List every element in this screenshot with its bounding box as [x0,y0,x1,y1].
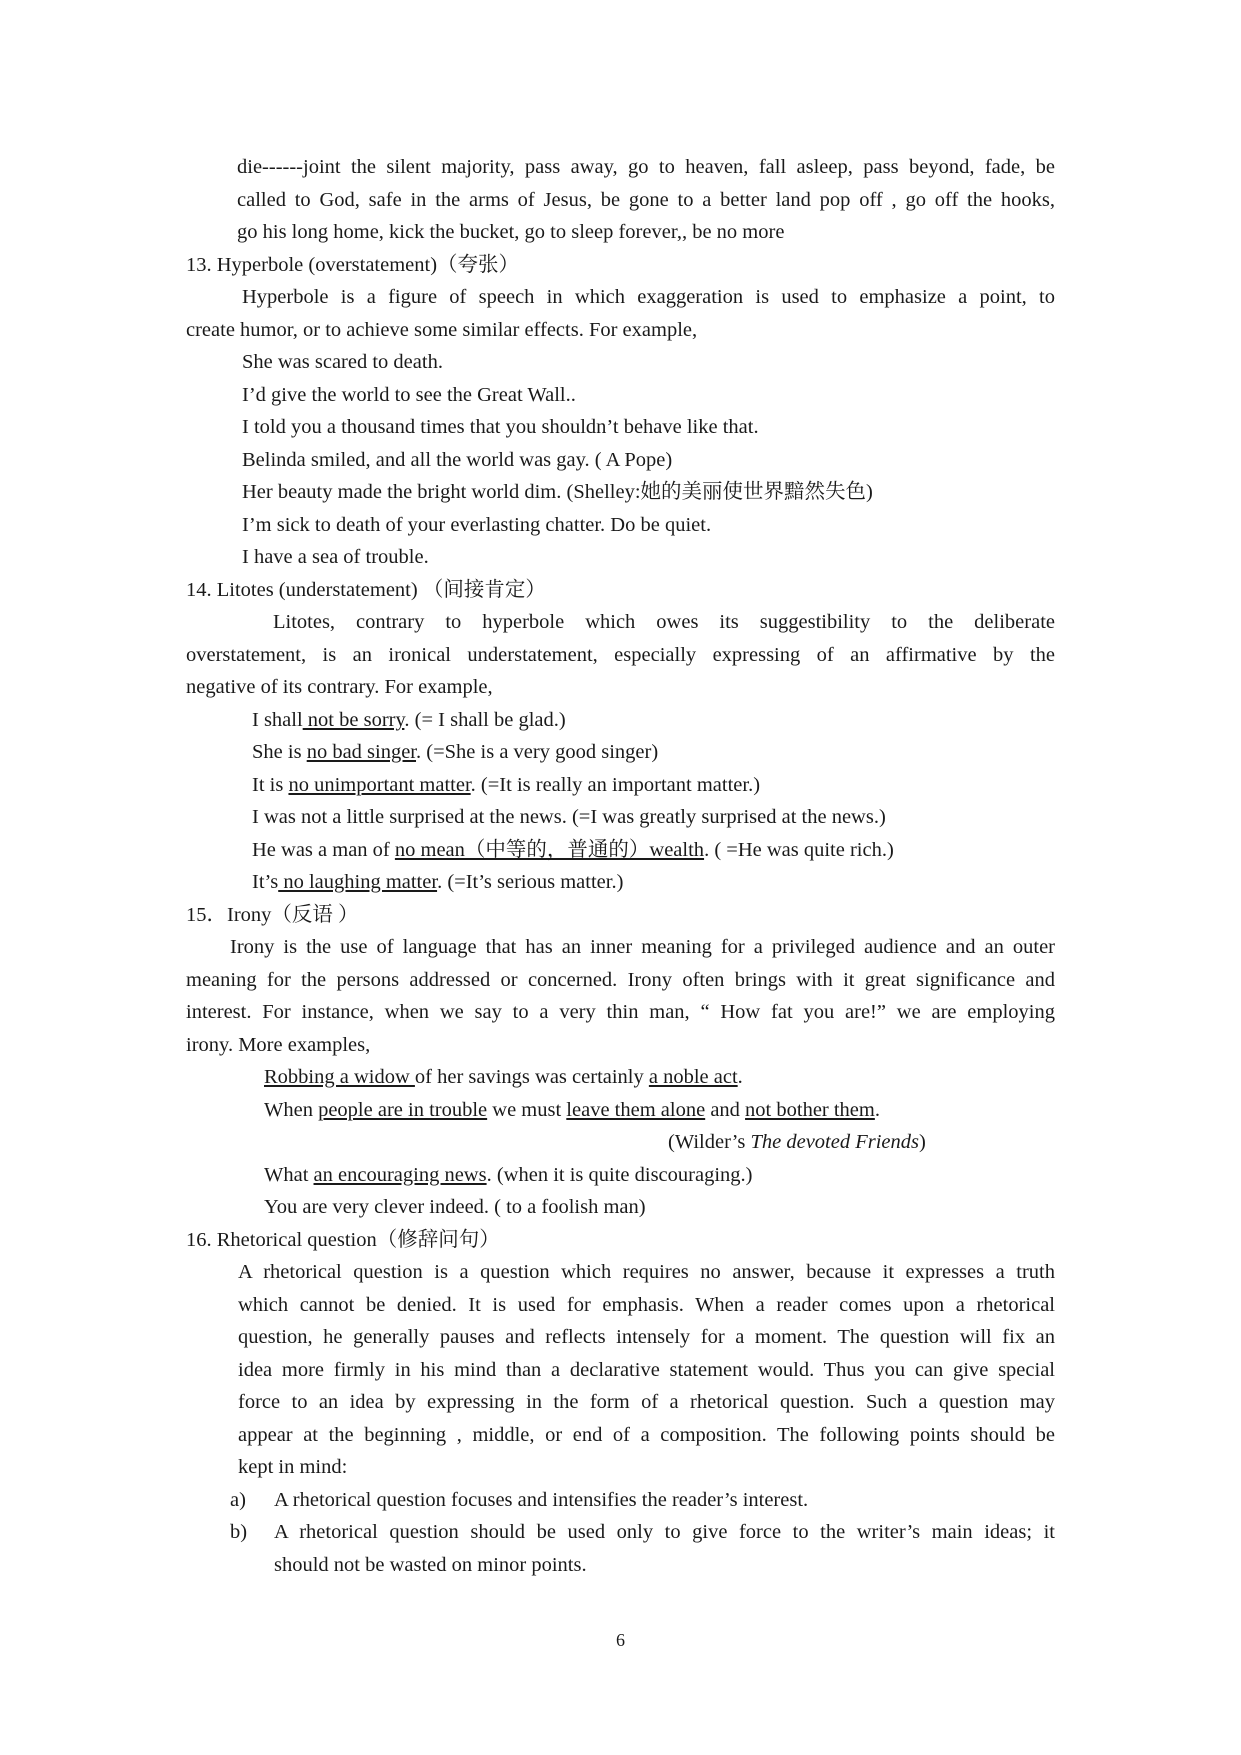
irony-example-3 [264,1161,752,1189]
hyperbole-example-4: Belinda smiled, and all the world was gay. ( A Pope) [242,449,673,471]
list-label-a: a) [230,1489,246,1511]
example-text: . (= I shall be glad.) [404,709,566,731]
underlined-phrase: not be sorry [302,709,405,731]
section-14-heading: 14. Litotes (understatement) （间接肯定） [186,579,546,601]
litotes-para-line-1: Litotes, contrary to hyperbole which owes its suggestibility to the deliberate [273,611,1055,633]
rhetorical-para-line-6: appear at the beginning , middle, or end of a composition. The following points should be [238,1424,1055,1446]
example-text: . [874,1099,880,1121]
example-text: . [737,1066,743,1088]
hyperbole-example-7: I have a sea of trouble. [242,546,429,568]
underlined-phrase: Robbing a widow [264,1066,415,1088]
rhetorical-para-line-7: kept in mind: [238,1456,348,1478]
litotes-para-line-2: overstatement, is an ironical understatement, especially expressing of an affirmative by the [186,644,1055,666]
citation-title: The devoted Friends [750,1131,919,1153]
irony-para-line-2: meaning for the persons addressed or concerned. Irony often brings with it great significance and [186,969,1055,991]
example-text: we must [487,1099,567,1121]
underlined-phrase: no mean（中等的，普通的）wealth [394,839,705,861]
rhetorical-para-line-5: force to an idea by expressing in the form of a rhetorical question. Such a question may [238,1391,1055,1413]
irony-para-line-1: Irony is the use of language that has an inner meaning for a privileged audience and an outer [230,936,1055,958]
litotes-example-5 [252,836,894,864]
example-text: What [264,1164,314,1186]
underlined-phrase: no bad singer [306,741,417,763]
rhetorical-para-line-2: which cannot be denied. It is used for emphasis. When a reader comes upon a rhetorical [238,1294,1055,1316]
litotes-example-6 [252,868,623,896]
hyperbole-example-2: I’d give the world to see the Great Wall.. [242,384,576,406]
example-text: It’s [252,871,279,893]
hyperbole-example-5: Her beauty made the bright world dim. (Shelley:她的美丽使世界黯然失色) [242,481,873,503]
hyperbole-example-1: She was scared to death. [242,351,443,373]
litotes-example-3 [252,771,760,799]
litotes-example-4: I was not a little surprised at the news. (=I was greatly surprised at the news.) [252,806,886,828]
underlined-phrase: not bother them [745,1099,875,1121]
irony-example-1 [264,1063,743,1091]
rhetorical-para-line-4: idea more firmly in his mind than a declarative statement would. Thus you can give special [238,1359,1055,1381]
list-item-b-line-2: should not be wasted on minor points. [274,1554,587,1576]
hyperbole-example-6: I’m sick to death of your everlasting chatter. Do be quiet. [242,514,712,536]
irony-para-line-3: interest. For instance, when we say to a very thin man, “ How fat you are!” we are employing [186,1001,1055,1023]
irony-para-line-4: irony. More examples, [186,1034,371,1056]
underlined-phrase: no unimportant matter [288,774,471,796]
rhetorical-para-line-3: question, he generally pauses and reflects intensely for a moment. The question will fix an [238,1326,1055,1348]
underlined-phrase: people are in trouble [318,1099,488,1121]
example-text: I shall [252,709,303,731]
irony-citation [668,1128,926,1156]
section-13-heading: 13. Hyperbole (overstatement)（夸张） [186,254,520,276]
hyperbole-para-line-2: create humor, or to achieve some similar effects. For example, [186,319,698,341]
example-text: When [264,1099,319,1121]
example-text: . (=She is a very good singer) [416,741,659,763]
litotes-example-2 [252,738,658,766]
irony-example-4: You are very clever indeed. ( to a foolish man) [264,1196,646,1218]
section-15-heading: 15．Irony（反语 ） [186,904,359,926]
example-text: . (=It’s serious matter.) [437,871,624,893]
list-label-b: b) [230,1521,248,1543]
citation-text: ) [919,1131,926,1153]
example-text: . (=It is really an important matter.) [470,774,761,796]
euphemism-line-2: called to God, safe in the arms of Jesus, be gone to a better land pop off , go off the hooks, [237,189,1055,211]
hyperbole-para-line-1: Hyperbole is a figure of speech in which exaggeration is used to emphasize a point, to [242,286,1055,308]
example-text: of her savings was certainly [414,1066,649,1088]
example-text: It is [252,774,289,796]
hyperbole-example-3: I told you a thousand times that you shouldn’t behave like that. [242,416,759,438]
underlined-phrase: leave them alone [566,1099,706,1121]
example-text: He was a man of [252,839,395,861]
euphemism-line-1: die------joint the silent majority, pass away, go to heaven, fall asleep, pass beyond, fade, be [237,156,1055,178]
litotes-para-line-3: negative of its contrary. For example, [186,676,493,698]
citation-text: (Wilder’s [668,1131,751,1153]
example-text: . ( =He was quite rich.) [704,839,894,861]
list-item-a: A rhetorical question focuses and intensifies the reader’s interest. [274,1489,809,1511]
example-text: She is [252,741,307,763]
section-16-heading: 16. Rhetorical question（修辞问句） [186,1229,500,1251]
list-item-b-line-1: A rhetorical question should be used only to give force to the writer’s main ideas; it [274,1521,1055,1543]
underlined-phrase: an encouraging news [313,1164,487,1186]
example-text: . (when it is quite discouraging.) [486,1164,753,1186]
example-text: and [705,1099,746,1121]
euphemism-line-3: go his long home, kick the bucket, go to sleep forever,, be no more [237,221,785,243]
underlined-phrase: a noble act [648,1066,738,1088]
page-number: 6 [616,1630,625,1650]
underlined-phrase: no laughing matter [278,871,438,893]
rhetorical-para-line-1: A rhetorical question is a question which requires no answer, because it expresses a truth [238,1261,1055,1283]
irony-example-2 [264,1096,880,1124]
litotes-example-1 [252,706,566,734]
